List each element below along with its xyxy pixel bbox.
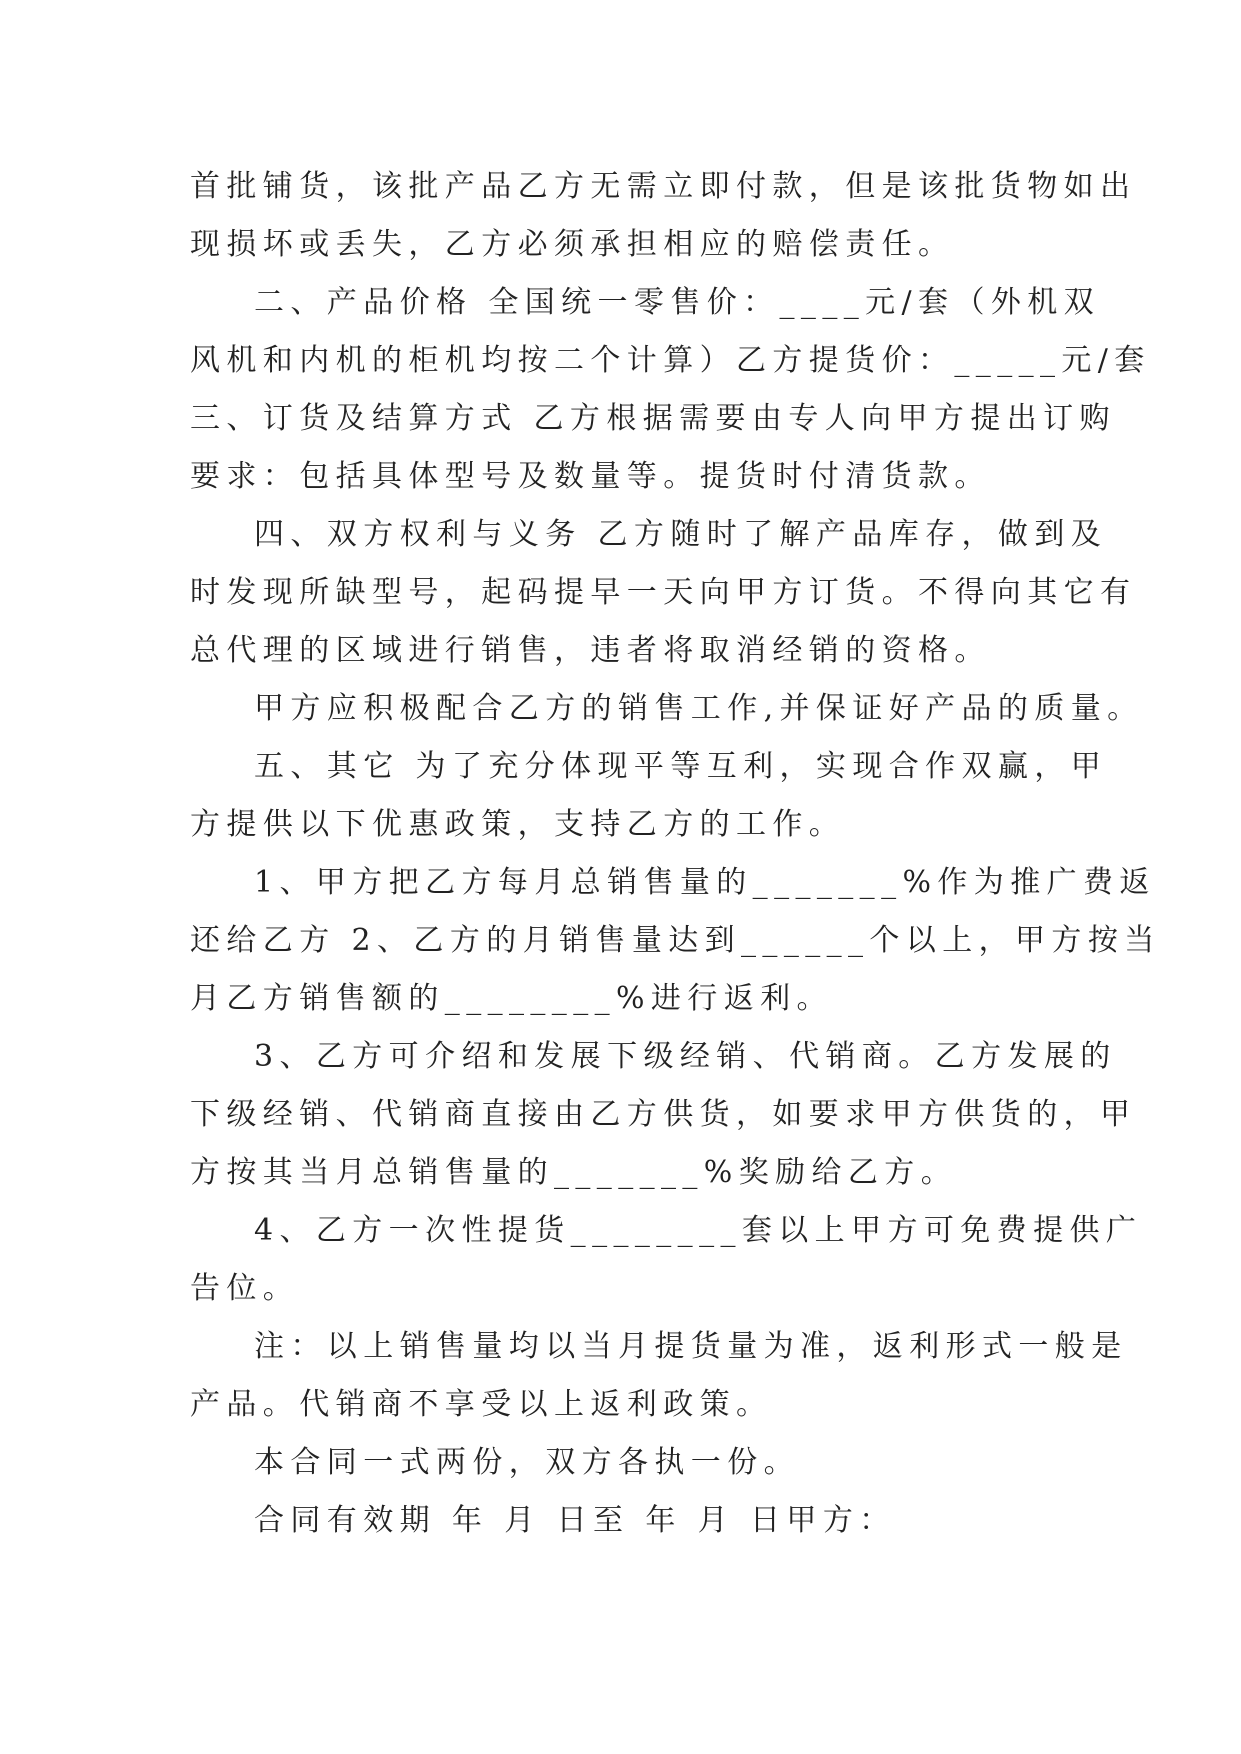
text-line: 月乙方销售额的________%进行返利。 [190, 981, 833, 1016]
text-line: 方提供以下优惠政策，支持乙方的工作。 [190, 807, 846, 842]
text-line: 要求：包括具体型号及数量等。提货时付清货款。 [190, 459, 991, 494]
contract-body [190, 158, 1161, 1550]
text-line: 风机和内机的柜机均按二个计算）乙方提货价：_____元/套 [190, 343, 1151, 378]
section-ordering-settlement: 三、订货及结算方式 乙方根据需要由专人向甲方提出订购 [190, 401, 1116, 436]
text-line: 总代理的区域进行销售，违者将取消经销的资格。 [190, 633, 991, 668]
text-line: 告位。 [190, 1271, 300, 1306]
text-line: 下级经销、代销商直接由乙方供货，如要求甲方供货的，甲 [190, 1097, 1137, 1132]
clause-1: 1、甲方把乙方每月总销售量的_______%作为推广费返 [254, 865, 1156, 900]
clause-3: 3、乙方可介绍和发展下级经销、代销商。乙方发展的 [254, 1039, 1117, 1074]
text-line: 甲方应积极配合乙方的销售工作,并保证好产品的质量。 [254, 691, 1144, 726]
text-line: 现损坏或丢失，乙方必须承担相应的赔偿责任。 [190, 227, 955, 262]
section-product-price: 二、产品价格 全国统一零售价：____元/套（外机双 [254, 285, 1101, 320]
clause-4: 4、乙方一次性提货________套以上甲方可免费提供广 [254, 1213, 1143, 1248]
section-other: 五、其它 为了充分体现平等互利，实现合作双赢，甲 [254, 749, 1108, 784]
text-line: 时发现所缺型号，起码提早一天向甲方订货。不得向其它有 [190, 575, 1137, 610]
copies-statement: 本合同一式两份，双方各执一份。 [254, 1445, 800, 1480]
note: 注：以上销售量均以当月提货量为准，返利形式一般是 [254, 1329, 1128, 1364]
text-line: 首批铺货，该批产品乙方无需立即付款，但是该批货物如出 [190, 169, 1137, 204]
clause-2: 还给乙方 2、乙方的月销售量达到______个以上，甲方按当 [190, 923, 1161, 958]
validity-period: 合同有效期 年 月 日至 年 月 日甲方： [254, 1503, 896, 1538]
text-line: 产品。代销商不享受以上返利政策。 [190, 1387, 773, 1422]
section-rights-obligations: 四、双方权利与义务 乙方随时了解产品库存，做到及 [254, 517, 1108, 552]
text-line: 方按其当月总销售量的_______%奖励给乙方。 [190, 1155, 958, 1190]
